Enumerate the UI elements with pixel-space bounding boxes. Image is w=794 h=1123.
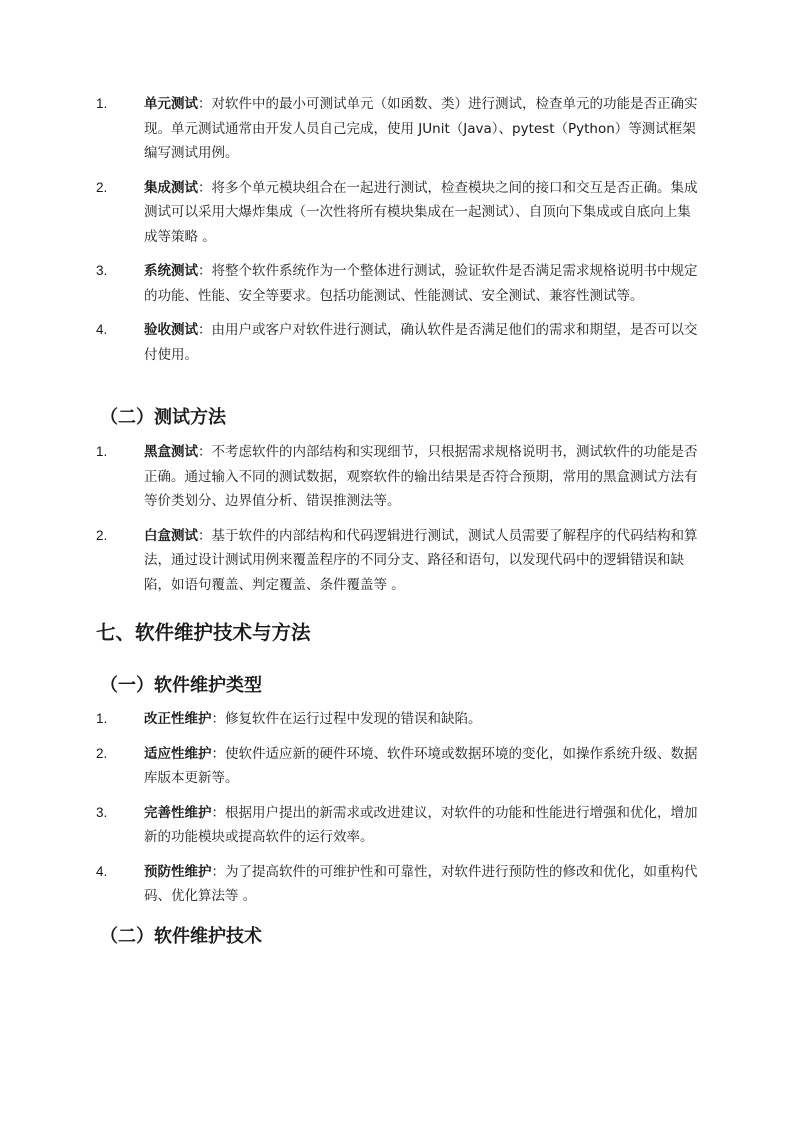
list-item	[0, 707, 700, 732]
item-text: ：使软件适应新的硬件环境、软件环境或数据环境的变化，如操作系统升级、数据库版本更新等。	[144, 745, 698, 786]
chapter-heading: 七、软件维护技术与方法	[96, 621, 311, 644]
item-number: 4.	[96, 322, 108, 337]
maintenance-types-list	[0, 707, 794, 919]
list-item	[0, 440, 700, 514]
item-text: ：根据用户提出的新需求或改进建议，对软件的功能和性能进行增强和优化，增加新的功能模块或提高软件的运行效率。	[144, 804, 698, 845]
list-item	[0, 318, 700, 367]
item-number: 1.	[96, 711, 108, 726]
list-item	[0, 860, 700, 909]
item-term: 预防性维护	[144, 863, 212, 880]
list-item	[0, 524, 700, 598]
list-item	[0, 742, 700, 791]
list-item	[0, 259, 700, 308]
item-term: 验收测试	[144, 322, 198, 338]
item-term: 适应性维护	[144, 745, 212, 762]
item-number: 4.	[96, 863, 108, 879]
item-number: 2.	[96, 527, 108, 543]
list-item	[0, 176, 700, 250]
section-heading-maintenance-types: （一）软件维护类型	[100, 675, 262, 696]
list-item	[0, 92, 700, 166]
item-text: ：对软件中的最小可测试单元（如函数、类）进行测试，检查单元的功能是否正确实现。单元测试通常由开发人员自己完成，使用 JUnit（Java）、pytest（Python）等测试框架编写测试用例。	[144, 96, 698, 161]
item-text: ：不考虑软件的内部结构和实现细节，只根据需求规格说明书，测试软件的功能是否正确。通过输入不同的测试数据，观察软件的输出结果是否符合预期，常用的黑盒测试方法有等价类划分、边界值分析、错误推测法等。	[144, 444, 698, 509]
item-text: ：将多个单元模块组合在一起进行测试，检查模块之间的接口和交互是否正确。集成测试可以采用大爆炸集成（一次性将所有模块集成在一起测试）、自顶向下集成或自底向上集成等策略 。	[144, 179, 698, 245]
item-term: 白盒测试	[144, 527, 198, 544]
test-methods-list	[0, 440, 794, 607]
item-number: 3.	[96, 804, 108, 820]
item-term: 系统测试	[144, 263, 198, 279]
section-heading-maintenance-tech: （二）软件维护技术	[100, 926, 262, 947]
item-number: 3.	[96, 263, 108, 278]
item-term: 黑盒测试	[144, 444, 198, 460]
section-heading-test-methods: （二）测试方法	[100, 407, 226, 428]
item-number: 2.	[96, 179, 108, 195]
item-text: ：基于软件的内部结构和代码逻辑进行测试，测试人员需要了解程序的代码结构和算法，通过设计测试用例来覆盖程序的不同分支、路径和语句，以发现代码中的逻辑错误和缺陷，如语句覆盖、判定覆盖、条件覆盖等 。	[144, 527, 698, 593]
list-item	[0, 801, 700, 850]
item-text: ：由用户或客户对软件进行测试，确认软件是否满足他们的需求和期望，是否可以交付使用。	[144, 322, 698, 363]
testing-levels-list	[0, 92, 794, 377]
item-term: 单元测试	[144, 96, 198, 112]
item-text: ：修复软件在运行过程中发现的错误和缺陷。	[211, 711, 482, 727]
item-text: ：为了提高软件的可维护性和可靠性，对软件进行预防性的修改和优化，如重构代码、优化算法等 。	[144, 863, 698, 904]
item-term: 完善性维护	[144, 804, 212, 821]
item-term: 改正性维护	[144, 711, 212, 727]
item-text: ：将整个软件系统作为一个整体进行测试，验证软件是否满足需求规格说明书中规定的功能、性能、安全等要求。包括功能测试、性能测试、安全测试、兼容性测试等。	[144, 263, 698, 304]
item-term: 集成测试	[144, 179, 198, 196]
item-number: 2.	[96, 745, 108, 761]
item-number: 1.	[96, 444, 108, 459]
item-number: 1.	[96, 96, 108, 111]
